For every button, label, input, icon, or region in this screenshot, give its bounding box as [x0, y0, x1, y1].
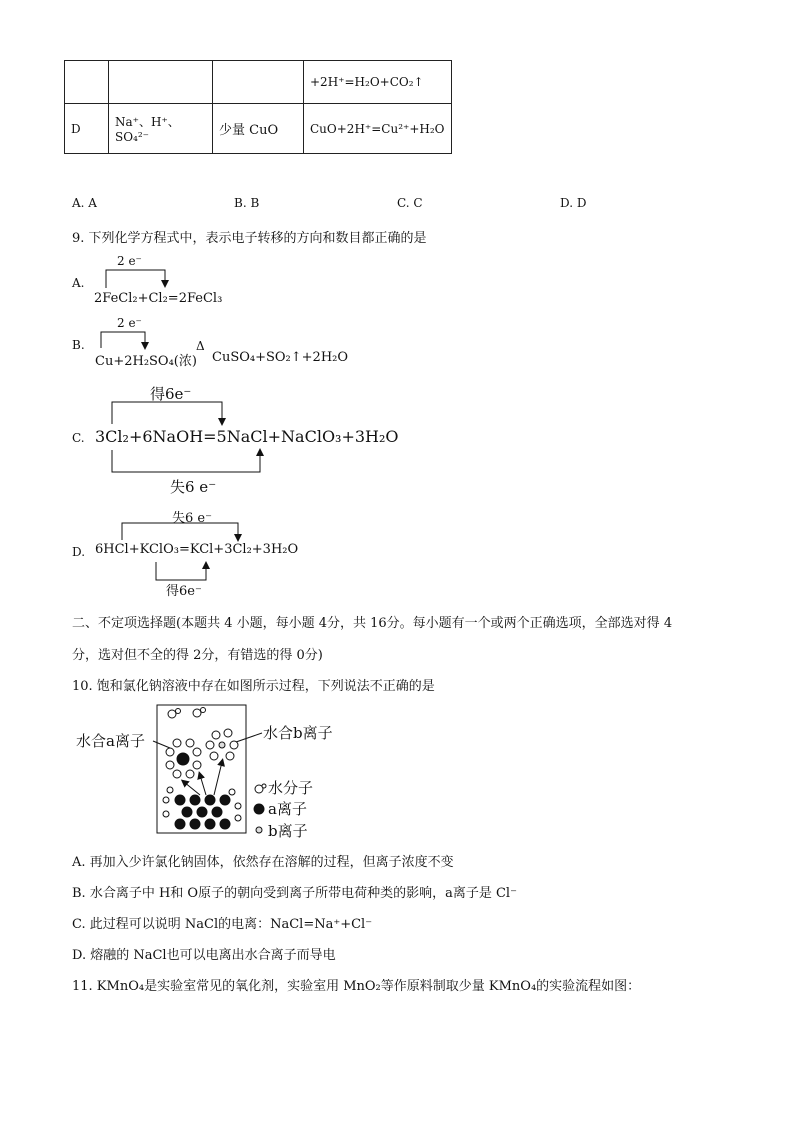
option-label[interactable]: C.: [72, 431, 85, 445]
option-c[interactable]: C. 此过程可以说明 NaCl的电离：NaCl=Na⁺+Cl⁻: [72, 917, 373, 932]
option-d[interactable]: D. 熔融的 NaCl也可以电离出水合离子而导电: [72, 948, 336, 963]
equation-right: CuSO₄+SO₂↑+2H₂O: [212, 350, 349, 365]
gain-label: 得6e⁻: [166, 584, 202, 599]
section-heading: 二、不定项选择题(本题共 4 小题，每小题 4分，共 16分。每小题有一个或两个正确选项，全部选对得 4: [72, 616, 673, 631]
gain-label: 得6e⁻: [150, 385, 192, 403]
hydrated-b-ion: [206, 729, 238, 760]
hydrated-a-ion: [166, 739, 201, 778]
equation-left: Cu+2H₂SO₄(浓): [95, 354, 197, 369]
legend-b: b离子: [268, 822, 308, 840]
option-b[interactable]: B. B: [234, 196, 260, 210]
table-cell: +2H⁺=H₂O+CO₂↑: [304, 61, 452, 104]
equation: 2FeCl₂+Cl₂=2FeCl₃: [94, 291, 223, 306]
electron-transfer-label: 2 e⁻: [117, 254, 142, 268]
equation: 6HCl+KClO₃=KCl+3Cl₂+3H₂O: [95, 542, 299, 557]
loss-label: 失6 e⁻: [170, 478, 217, 496]
option-label[interactable]: A.: [72, 276, 85, 290]
option-a[interactable]: A. 再加入少许氯化钠固体，依然存在溶解的过程，但离子浓度不变: [72, 855, 454, 870]
table-cell: Na⁺、H⁺、SO₄²⁻: [109, 104, 213, 154]
equation: 3Cl₂+6NaOH=5NaCl+NaClO₃+3H₂O: [95, 427, 399, 446]
option-label[interactable]: D.: [72, 545, 86, 559]
label-hydrated-a: 水合a离子: [76, 732, 145, 750]
question-9-stem: 9. 下列化学方程式中，表示电子转移的方向和数目都正确的是: [72, 231, 427, 246]
option-c[interactable]: C. C: [397, 196, 423, 210]
legend-symbols: [254, 784, 266, 833]
question-11-stem: 11. KMnO₄是实验室常见的氧化剂，实验室用 MnO₂等作原料制取少量 KMnO₄的实验流程如图：: [72, 979, 641, 994]
electron-transfer-label: 2 e⁻: [117, 316, 142, 330]
transfer-arrow-b: [101, 332, 145, 348]
legend-a: a离子: [268, 800, 307, 818]
table-cell: CuO+2H⁺=Cu²⁺+H₂O: [304, 104, 452, 154]
transfer-arrow-c: [112, 402, 260, 472]
heat-condition: Δ: [196, 339, 205, 353]
table-cell: 少量 CuO: [213, 104, 304, 154]
transfer-arrow-d: [122, 523, 238, 580]
option-a[interactable]: A. A: [72, 196, 97, 210]
question-10-stem: 10. 饱和氯化钠溶液中存在如图所示过程，下列说法不正确的是: [72, 679, 435, 694]
option-b[interactable]: B. 水合离子中 H和 O原子的朝向受到离子所带电荷种类的影响，a离子是 Cl⁻: [72, 886, 517, 901]
legend-water: 水分子: [268, 779, 314, 797]
label-hydrated-b: 水合b离子: [263, 724, 333, 742]
water-molecules: [168, 708, 206, 719]
nacl-lattice: [163, 787, 241, 829]
transfer-arrow-a: [106, 270, 165, 288]
option-label[interactable]: B.: [72, 338, 85, 352]
table-cell: D: [65, 104, 109, 154]
loss-label: 失6 e⁻: [172, 511, 212, 526]
section-heading-cont: 分，选对但不全的得 2分，有错选的得 0分): [72, 648, 323, 663]
dissolution-arrows: [184, 762, 222, 795]
option-d[interactable]: D. D: [560, 196, 587, 210]
